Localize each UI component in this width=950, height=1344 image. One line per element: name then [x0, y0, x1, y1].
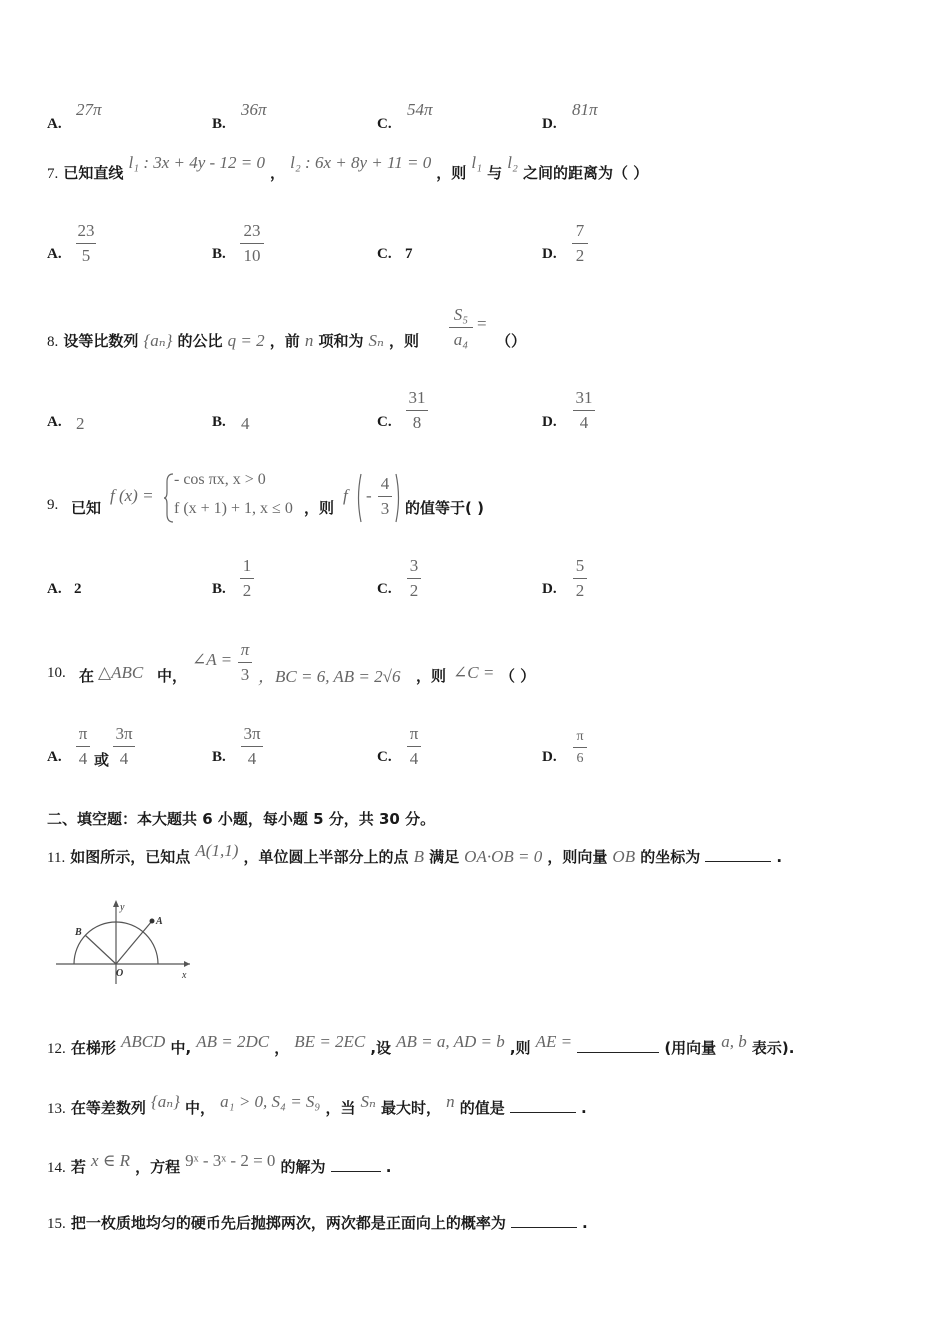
q7-l1-ref: l₁ — [471, 153, 483, 172]
q10-text-then: ，则 — [416, 667, 447, 685]
fig-label-a: A — [156, 916, 163, 927]
q9-option-d-label: D. — [542, 581, 557, 597]
vector-ob — [85, 935, 116, 964]
q9-left-paren — [355, 472, 363, 524]
q14-answer-blank[interactable] — [331, 1171, 381, 1172]
q10-angle-num: π — [240, 640, 250, 659]
q10-option-d-num: π — [576, 729, 584, 744]
q9-option-b-den: 2 — [242, 581, 252, 600]
q8-ratio-fraction — [449, 305, 473, 350]
q10-option-d-label: D. — [542, 749, 557, 765]
q8-option-c-fraction — [406, 388, 428, 433]
fig-label-o: O — [116, 968, 124, 979]
q15-answer-blank[interactable] — [511, 1227, 577, 1228]
q8-text-then: ，则 — [389, 332, 420, 350]
q9-option-a-label: A. — [47, 581, 62, 597]
q8-n: n — [304, 331, 314, 350]
fig-label-b: B — [75, 927, 82, 938]
q10-option-d-den: 6 — [576, 751, 584, 766]
fig-label-y: y — [120, 902, 125, 913]
q7-text-and: 与 — [487, 164, 503, 182]
q9-arg-den: 3 — [380, 499, 390, 518]
q10-option-a-fraction-2 — [113, 724, 135, 769]
question-12 — [47, 1032, 795, 1058]
q9-option-b-fraction — [240, 556, 254, 601]
x-axis-arrow — [184, 961, 190, 967]
q11-condition: OA·OB = 0 — [464, 847, 543, 866]
q7-option-d-fraction — [572, 221, 588, 266]
q8-sn: Sₙ — [368, 331, 384, 350]
q12-trapezoid: ABCD — [120, 1032, 166, 1051]
q7-text-post: 之间的距离为（ ） — [522, 164, 649, 182]
q9-option-d-num: 5 — [575, 556, 585, 575]
q9-f: f — [343, 486, 348, 505]
q12-comma: ， — [274, 1039, 290, 1057]
q8-text: 设等比数列 — [63, 332, 139, 350]
q10-option-a-fraction-1 — [76, 724, 90, 769]
q12-text-end: 表示). — [751, 1039, 795, 1057]
question-11 — [47, 841, 783, 867]
q6-option-c-value: 54π — [407, 100, 433, 119]
q7-option-a-num: 23 — [77, 221, 95, 240]
q8-number: 8. — [47, 334, 59, 350]
q10-option-a-num-1: π — [78, 724, 88, 743]
q8-option-b-value: 4 — [241, 414, 250, 433]
q12-relation-3: AB = a, AD = b — [396, 1032, 505, 1051]
q10-angle-den: 3 — [240, 665, 250, 684]
q13-sequence: {aₙ} — [150, 1092, 180, 1111]
q7-option-a-fraction — [76, 221, 96, 266]
q8-option-d-fraction — [573, 388, 595, 433]
q12-relation-1: AB = 2DC — [196, 1032, 270, 1051]
q10-sides: ，BC = 6, AB = 2√6 — [258, 667, 401, 686]
q8-paren: （） — [496, 332, 527, 350]
q11-text-mid: ，单位圆上半部分上的点 — [243, 848, 409, 866]
q14-text-post: 的解为 — [280, 1158, 326, 1176]
q6-option-d-label: D. — [542, 116, 557, 132]
q9-option-c-num: 3 — [409, 556, 419, 575]
q14-text: 若 — [70, 1158, 86, 1176]
q7-option-d-label: D. — [542, 246, 557, 262]
q9-function: f (x) = — [110, 486, 154, 505]
q7-text: 已知直线 — [63, 164, 124, 182]
q14-number: 14. — [47, 1160, 66, 1176]
q13-answer-blank[interactable] — [510, 1112, 576, 1113]
q8-frac-den: a₄ — [453, 330, 469, 349]
q15-number: 15. — [47, 1216, 66, 1232]
q9-option-c-den: 2 — [409, 581, 419, 600]
q10-option-d-fraction — [573, 728, 587, 767]
q10-option-a-den-2: 4 — [119, 749, 129, 768]
q7-option-c-label: C. — [377, 246, 392, 262]
q8-option-d-num: 31 — [575, 388, 593, 407]
q10-paren: （ ） — [500, 667, 536, 685]
q7-option-b-den: 10 — [243, 246, 261, 265]
q15-end: . — [582, 1214, 588, 1232]
q7-line-l1: l₁ : 3x + 4y - 12 = 0 — [128, 153, 265, 172]
q12-relation-2: BE = 2EC — [294, 1032, 366, 1051]
q8-text-sum: 项和为 — [318, 332, 364, 350]
q9-case-2: f (x + 1) + 1, x ≤ 0 — [174, 500, 293, 517]
q8-equals: = — [477, 314, 487, 333]
q11-point-b: B — [413, 847, 424, 866]
q13-text-max: 最大时， — [381, 1099, 442, 1117]
q7-option-b-fraction — [240, 221, 264, 266]
q10-option-b-label: B. — [212, 749, 226, 765]
q8-text-ratio: 的公比 — [177, 332, 223, 350]
q8-option-a-value: 2 — [76, 414, 85, 433]
q7-l2-ref: l₂ — [507, 153, 518, 172]
q12-text-set: ,设 — [370, 1039, 392, 1057]
fig-label-x: x — [182, 970, 187, 981]
q8-option-a-label: A. — [47, 414, 62, 430]
q10-option-c-den: 4 — [409, 749, 419, 768]
question-8 — [47, 330, 419, 351]
q10-option-b-num: 3π — [243, 724, 261, 743]
q8-sequence: {aₙ} — [143, 331, 173, 350]
q9-text-then: ，则 — [304, 499, 335, 517]
q11-point-a: A(1,1) — [195, 841, 239, 860]
q9-option-c-label: C. — [377, 581, 392, 597]
q12-text: 在梯形 — [70, 1039, 116, 1057]
q7-text-then: ，则 — [436, 164, 467, 182]
q8-option-d-den: 4 — [579, 413, 589, 432]
q14-equation: 9ˣ - 3ˣ - 2 = 0 — [185, 1151, 276, 1170]
q11-vector: OB — [612, 847, 636, 866]
question-14 — [47, 1151, 392, 1177]
q14-text-mid: ，方程 — [135, 1158, 181, 1176]
q13-text-mid: 中， — [185, 1099, 216, 1117]
q12-ae: AE = — [535, 1032, 573, 1051]
q10-angle-fraction — [238, 640, 252, 685]
point-a-dot — [150, 919, 155, 924]
q13-number: 13. — [47, 1101, 66, 1117]
q9-option-a-value: 2 — [74, 581, 82, 597]
q10-ask-c: ∠C = — [453, 663, 495, 682]
y-axis-arrow — [113, 900, 119, 907]
q8-option-c-label: C. — [377, 414, 392, 430]
q13-text-when: ，当 — [325, 1099, 356, 1117]
q11-text-sat: 满足 — [429, 848, 460, 866]
q7-option-d-num: 7 — [575, 221, 585, 240]
q15-text: 把一枚质地均匀的硬币先后抛掷两次，两次都是正面向上的概率为 — [70, 1214, 506, 1232]
q7-line-l2: l₂ : 6x + 8y + 11 = 0 — [290, 153, 432, 172]
q10-option-c-fraction — [407, 724, 421, 769]
q9-number: 9. — [47, 497, 59, 513]
q9-option-d-fraction — [573, 556, 587, 601]
q14-end: . — [385, 1158, 392, 1176]
q10-option-b-den: 4 — [247, 749, 257, 768]
q7-option-a-label: A. — [47, 246, 62, 262]
q9-text: 已知 — [71, 499, 102, 517]
q9-right-paren — [394, 472, 402, 524]
q11-text-post: 的坐标为 — [640, 848, 701, 866]
q6-option-a-value: 27π — [76, 100, 102, 119]
q13-text: 在等差数列 — [70, 1099, 146, 1117]
q8-option-b-label: B. — [212, 414, 226, 430]
q12-text-post: (用向量 — [664, 1039, 717, 1057]
section-2-heading: 二、填空题：本大题共 6 小题，每小题 5 分，共 30 分。 — [47, 810, 436, 828]
q13-condition: a₁ > 0, S₄ = S₉ — [220, 1092, 321, 1111]
q10-number: 10. — [47, 665, 66, 681]
q10-option-c-label: C. — [377, 749, 392, 765]
q11-answer-blank[interactable] — [705, 861, 771, 862]
q9-minus: - — [366, 486, 372, 505]
q10-option-a-or: 或 — [94, 751, 110, 769]
q6-option-a-label: A. — [47, 116, 62, 132]
q10-option-a-num-2: 3π — [115, 724, 133, 743]
q12-answer-blank[interactable] — [577, 1052, 659, 1053]
q14-x-in-r: x ∈ R — [90, 1151, 130, 1170]
q9-arg-num: 4 — [380, 474, 390, 493]
q10-option-b-fraction — [241, 724, 263, 769]
q6-option-c-label: C. — [377, 116, 392, 132]
q11-text-then: ，则向量 — [547, 848, 608, 866]
q10-triangle: △ABC — [98, 663, 144, 682]
q7-option-b-label: B. — [212, 246, 226, 262]
q8-ratio: q = 2 — [227, 331, 265, 350]
q13-text-post: 的值是 — [459, 1099, 505, 1117]
q9-arg-fraction — [378, 474, 392, 519]
q13-end: . — [580, 1099, 587, 1117]
vector-oa — [116, 921, 152, 964]
q7-option-c-value: 7 — [405, 246, 413, 262]
question-15 — [47, 1212, 588, 1233]
q9-option-b-num: 1 — [242, 556, 252, 575]
q9-option-b-label: B. — [212, 581, 226, 597]
question-13 — [47, 1092, 587, 1118]
q8-option-d-label: D. — [542, 414, 557, 430]
q9-option-c-fraction — [407, 556, 421, 601]
q7-comma: ， — [270, 164, 286, 182]
q8-text-mid: ，前 — [269, 332, 300, 350]
question-7 — [47, 153, 649, 183]
q10-text-mid: 中， — [157, 667, 188, 685]
q6-option-d-value: 81π — [572, 100, 598, 119]
q7-option-a-den: 5 — [81, 246, 91, 265]
q10-option-a-den-1: 4 — [78, 749, 88, 768]
q12-text-mid: 中, — [170, 1039, 192, 1057]
q10-option-c-num: π — [409, 724, 419, 743]
q12-number: 12. — [47, 1041, 66, 1057]
q13-n: n — [446, 1092, 455, 1111]
q8-option-c-num: 31 — [408, 388, 426, 407]
q8-frac-num: S₅ — [453, 305, 469, 324]
q10-angle: ∠A = — [192, 650, 233, 669]
q10-option-a-label: A. — [47, 749, 62, 765]
q13-sn: Sₙ — [360, 1092, 376, 1111]
q9-text-post: 的值等于( ) — [405, 499, 484, 517]
q11-number: 11. — [47, 850, 66, 866]
q7-number: 7. — [47, 166, 59, 182]
q7-option-d-den: 2 — [575, 246, 585, 265]
q6-option-b-label: B. — [212, 116, 226, 132]
q6-option-b-value: 36π — [241, 100, 267, 119]
q11-text: 如图所示，已知点 — [70, 848, 191, 866]
q9-case-1: - cos πx, x > 0 — [174, 471, 266, 488]
q8-option-c-den: 8 — [412, 413, 422, 432]
q12-vectors: a, b — [721, 1032, 747, 1051]
q12-text-then: ,则 — [509, 1039, 531, 1057]
q7-option-b-num: 23 — [243, 221, 261, 240]
q10-text: 在 — [79, 667, 95, 685]
q11-end: . — [776, 848, 783, 866]
q9-option-d-den: 2 — [575, 581, 585, 600]
q11-unit-circle-figure — [52, 898, 197, 988]
